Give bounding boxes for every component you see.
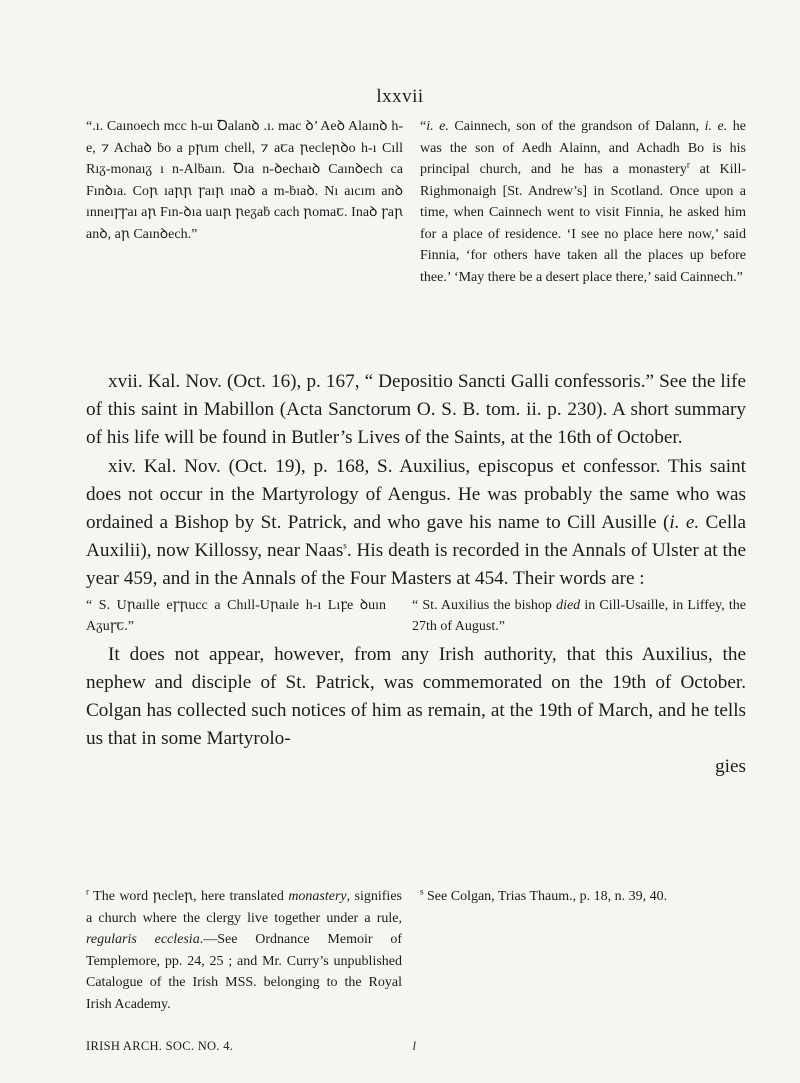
paragraph-st-gall: xvii. Kal. Nov. (Oct. 16), p. 167, “ Depositio Sancti Galli confessoris.” See the life of this saint in Mabillon (Acta Sanctorum O. S. B. tom. ii. p. 230). A short summary of his life will be found in Butler’s Lives of the Saints, at the 16th of October.: [86, 371, 746, 449]
main-text: [86, 368, 746, 782]
signature: IRISH ARCH. SOC. NO. 4.: [86, 1039, 234, 1053]
footnote-ref-s: s: [343, 540, 347, 551]
footnotes: [86, 886, 746, 1015]
paragraph-commemoration: It does not appear, however, from any Irish authority, that this Auxilius, the nephew and disciple of St. Patrick, was commemorated on the 19th of October. Colgan has collected such notices of him as remain, at the 19th of March, and he tells us that in some Martyrolo-: [86, 643, 746, 750]
catchword: gies: [715, 756, 746, 778]
signature-line: [86, 1039, 416, 1054]
footnote-s: $^s$ See Colgan, Trias Thaum., p. 18, n. 39, 40.: [420, 886, 668, 904]
signature-mark: l: [412, 1039, 416, 1053]
parallel-columns: [86, 116, 746, 288]
footnote-ref-r: r: [686, 159, 690, 170]
page-number: lxxvii: [376, 86, 424, 107]
english-translation-column: “i. e. Cainnech, son of the grandson of Dalann, i. e. he was the son of Aedh Alainn, and Achadh Bo is his principal church, and he has a monastery$^r$ at Kill-Righmonaigh [St. Andrew’s] in Scotland. Once upon a time, when Cainnech went to visit Finnia, he asked him for a place of residence. ‘I see no place here now,’ said Finnia, ‘for others have taken all the places up before thee.’ ‘May there be a desert place there,’ said Cainnech.”: [420, 119, 746, 285]
annals-quote-english: “ St. Auxilius the bishop died in Cill-Usaille, in Liffey, the 27th of August.”: [412, 597, 746, 634]
footnote-r: $^r$ The word ꞃecleꞃ, here translated monastery, signifies a church where the clergy live together under a rule, regularis ecclesia.—See Ordnance Memoir of Templemore, pp. 24, 25 ; and Mr. Curry’s unpublished Catalogue of the Irish MSS. belonging to the Royal Irish Academy.: [86, 886, 402, 1012]
annals-quote-irish: “ S. Uꞃaılle eꞅꞃucc a Chıll-Uꞃaıle h-ı Lıꝼe ꝺuın Aᵹuꞅꞇ.”: [86, 597, 386, 634]
paragraph-st-auxilius: xiv. Kal. Nov. (Oct. 19), p. 168, S. Auxilius, episcopus et confessor. This saint does not occur in the Martyrology of Aengus. He was probably the same who was ordained a Bishop by St. Patrick, and who gave his name to Cill Ausille (i. e. Cella Auxilii), now Killossy, near Naas$^s$. His death is recorded in the Annals of Ulster at the year 459, and in the Annals of the Four Masters at 454. Their words are :: [86, 455, 746, 590]
annals-quote: [86, 595, 746, 637]
irish-text-column: “.ı. Caınoech mcc h-uı Ꝺalanꝺ .ı. mac ꝺ’ Aeꝺ Alaınꝺ h-e, ⁊ Achaꝺ ḃo a pꞃım chell, ⁊ aꞇa ꞃecleꞃꝺo h-ı Cıll Rıᵹ-monaıᵹ ı n-Alḃaın. Ꝺıa n-ꝺechaıꝺ Caınꝺech ca Fınꝺıa. Coꞃ ıaꞃꞃ ꞅaıꞃ ınaꝺ a m-ḃıaꝺ. Nı aıcım anꝺ ınneıꞅꞅaı aꞃ Fın-ꝺıa uaıꞃ ꞃeᵹaḃ cach ꞃomaꞇ. Inaꝺ ꞅaꞃ anꝺ, aꞃ Caınꝺech.”: [86, 119, 403, 242]
